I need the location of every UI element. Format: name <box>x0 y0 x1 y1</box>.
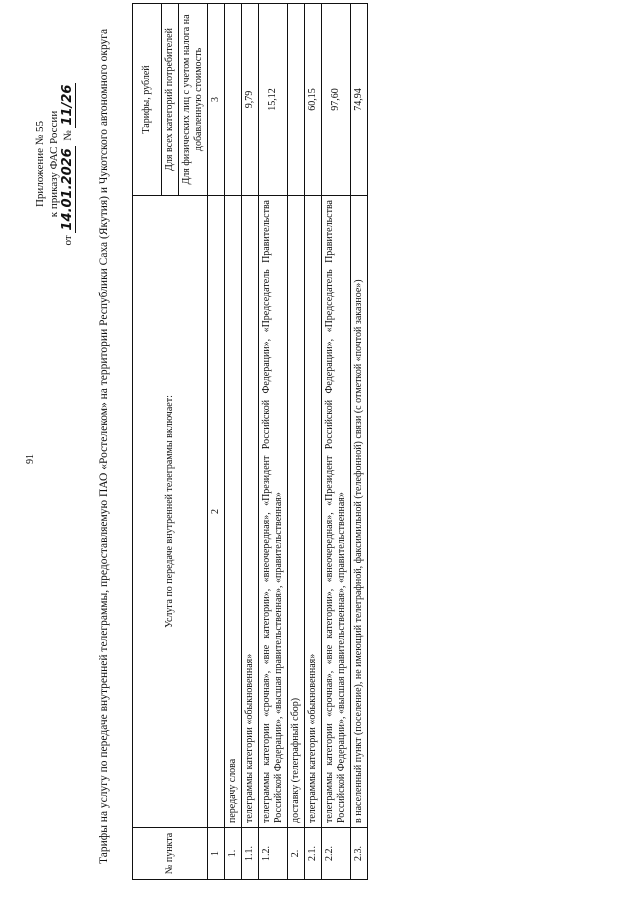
date-prefix: от <box>62 235 74 246</box>
appendix-date-line <box>61 34 75 294</box>
table-row <box>259 3 288 879</box>
row-price: 15,12 <box>259 3 288 195</box>
row-number: 2. <box>288 828 305 880</box>
table-row <box>288 3 305 879</box>
row-number: 2.2. <box>322 828 351 880</box>
index-cell-2: 2 <box>208 196 225 828</box>
row-price <box>225 3 242 195</box>
table-row <box>242 3 259 879</box>
row-service: телеграммы категории «срочная», «вне категории», «внеочередная», «Президент Российской Федерации», «Председатель Правительства Российской Федерации», «высшая правительственная», «правительственная» <box>322 196 351 828</box>
page-number: 91 <box>25 454 36 464</box>
row-price: 74,94 <box>351 3 368 195</box>
header-individuals: Для физических лиц с учетом налога на добавленную стоимость <box>179 3 208 195</box>
number-prefix: № <box>62 130 74 141</box>
table-row <box>225 3 242 879</box>
document-title: Тарифы на услугу по передаче внутренней телеграммы, предоставляемую ПАО «Ростелеком» на территории Республики Саха (Якутия) и Чукотского автономного округа <box>98 28 110 864</box>
order-number: 11/26 <box>60 84 75 126</box>
row-number: 1. <box>225 828 242 880</box>
header-all-consumers: Для всех категорий потребителей <box>162 3 179 195</box>
row-service: телеграммы категории «обыкновенная» <box>242 196 259 828</box>
header-number: № пункта <box>133 828 208 880</box>
table-row <box>305 3 322 879</box>
row-number: 2.1. <box>305 828 322 880</box>
row-number: 1.2. <box>259 828 288 880</box>
row-price: 60,15 <box>305 3 322 195</box>
index-cell-1: 1 <box>208 828 225 880</box>
appendix-title: Приложение № 55 <box>34 120 46 208</box>
row-price: 9,79 <box>242 3 259 195</box>
table-row <box>322 3 351 879</box>
index-cell-3: 3 <box>208 3 225 195</box>
table-row <box>351 3 368 879</box>
row-service: доставку (телеграфный сбор) <box>288 196 305 828</box>
row-number: 2.3. <box>351 828 368 880</box>
row-number: 1.1. <box>242 828 259 880</box>
row-service: телеграммы категории «обыкновенная» <box>305 196 322 828</box>
order-date: 14.01.2026 <box>60 148 75 231</box>
tariffs-table <box>132 3 368 880</box>
appendix-order: к приказу ФАС России <box>48 110 60 218</box>
header-tariffs: Тарифы, рублей <box>133 3 162 195</box>
row-service: телеграммы категории «срочная», «вне категории», «внеочередная», «Президент Российской Федерации», «Председатель Правительства Российской Федерации», «высшая правительственная», «правительственная» <box>259 196 288 828</box>
row-service: передачу слова <box>225 196 242 828</box>
row-service: в населенный пункт (поселение), не имеющий телеграфной, факсимильной (телефонной) связи (с отметкой «почтой заказное») <box>351 196 368 828</box>
row-price <box>288 3 305 195</box>
row-price: 97,60 <box>322 3 351 195</box>
appendix-block <box>33 34 75 294</box>
header-service: Услуга по передаче внутренней телеграммы включает: <box>133 196 208 828</box>
